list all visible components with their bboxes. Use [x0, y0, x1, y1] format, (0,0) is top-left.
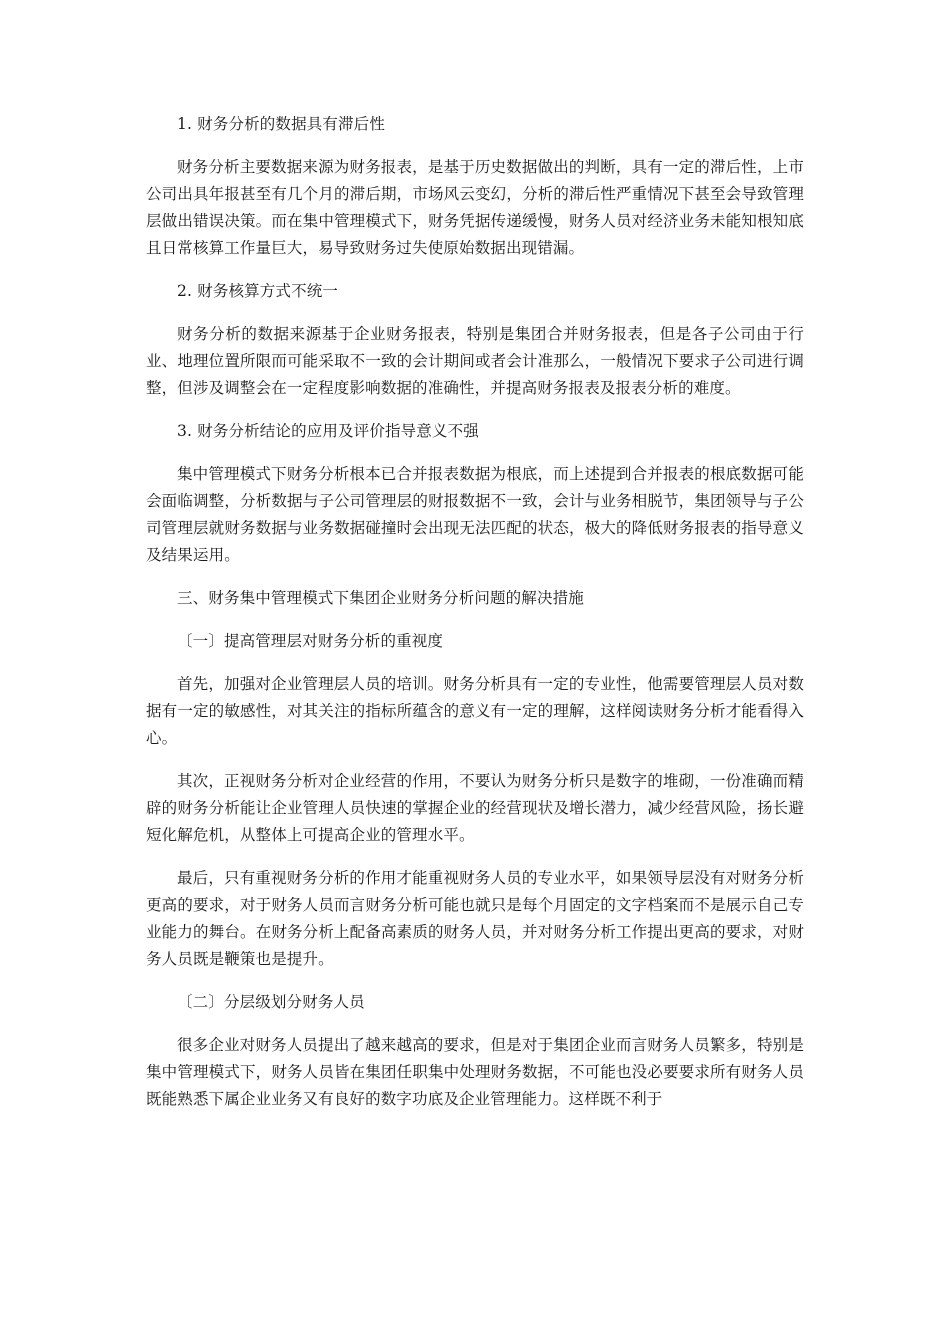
subsection-heading-staff-tiers: 〔二〕分层级划分财务人员	[177, 993, 365, 1011]
paragraph-staff-tiers: 很多企业对财务人员提出了越来越高的要求，但是对于集团企业而言财务人员繁多，特别是集中管理模式下，财务人员皆在集团任职集中处理财务数据，不可能也没必要要求所有财务人员既能熟悉下属企业业务又有良好的数字功底及企业管理能力。这样既不利于	[146, 1036, 804, 1108]
document-body	[146, 111, 804, 1129]
paragraph-accounting-methods: 财务分析的数据来源基于企业财务报表，特别是集团合并财务报表，但是各子公司由于行业、地理位置所限而可能采取不一致的会计期间或者会计准那么，一般情况下要求子公司进行调整，但涉及调整会在一定程度影响数据的准确性，并提高财务报表及报表分析的难度。	[146, 325, 804, 397]
subsection-heading-management-attention: 〔一〕提高管理层对财务分析的重视度	[177, 632, 444, 650]
section-heading-data-lag: 1. 财务分析的数据具有滞后性	[177, 115, 385, 133]
chapter-heading-solutions: 三、财务集中管理模式下集团企业财务分析问题的解决措施	[177, 589, 584, 607]
section-heading-accounting-methods: 2. 财务核算方式不统一	[177, 282, 339, 300]
paragraph-data-lag: 财务分析主要数据来源为财务报表，是基于历史数据做出的判断，具有一定的滞后性，上市公司出具年报甚至有几个月的滞后期，市场风云变幻，分析的滞后性严重情况下甚至会导致管理层做出错误决策。而在集中管理模式下，财务凭据传递缓慢，财务人员对经济业务未能知根知底且日常核算工作量巨大，易导致财务过失使原始数据出现错漏。	[146, 158, 804, 257]
paragraph-guidance-significance: 集中管理模式下财务分析根本已合并报表数据为根底，而上述提到合并报表的根底数据可能会面临调整，分析数据与子公司管理层的财报数据不一致，会计与业务相脱节，集团领导与子公司管理层就财务数据与业务数据碰撞时会出现无法匹配的状态，极大的降低财务报表的指导意义及结果运用。	[146, 465, 804, 564]
paragraph-second-role: 其次，正视财务分析对企业经营的作用，不要认为财务分析只是数字的堆砌，一份准确而精辟的财务分析能让企业管理人员快速的掌握企业的经营现状及增长潜力，减少经营风险，扬长避短化解危机，从整体上可提高企业的管理水平。	[146, 772, 804, 844]
paragraph-first-training: 首先，加强对企业管理层人员的培训。财务分析具有一定的专业性，他需要管理层人员对数据有一定的敏感性，对其关注的指标所蕴含的意义有一定的理解，这样阅读财务分析才能看得入心。	[146, 675, 804, 747]
paragraph-finally-professional: 最后，只有重视财务分析的作用才能重视财务人员的专业水平，如果领导层没有对财务分析更高的要求，对于财务人员而言财务分析可能也就只是每个月固定的文字档案而不是展示自己专业能力的舞台。在财务分析上配备高素质的财务人员，并对财务分析工作提出更高的要求，对财务人员既是鞭策也是提升。	[146, 869, 804, 968]
section-heading-guidance-significance: 3. 财务分析结论的应用及评价指导意义不强	[177, 422, 479, 440]
